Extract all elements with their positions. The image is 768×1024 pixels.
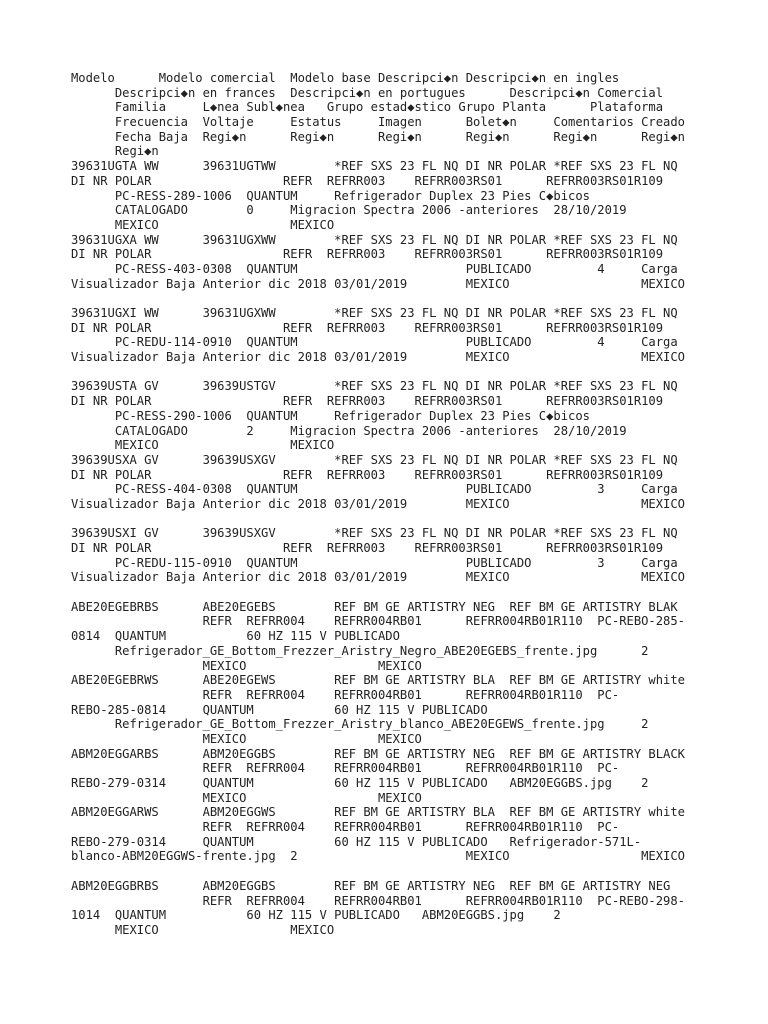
text-line: MEXICO MEXICO xyxy=(71,731,422,746)
text-line: DI NR POLAR REFR REFRR003 REFRR003RS01 REFRR003RS01R109 xyxy=(71,394,664,409)
text-line: 39639USTA GV 39639USTGV *REF SXS 23 FL NQ DI NR POLAR *REF SXS 23 FL NQ xyxy=(71,379,678,394)
document-page xyxy=(71,71,731,938)
text-line: Refrigerador_GE_Bottom_Frezzer_Aristry_blanco_ABE20EGEWS_frente.jpg 2 xyxy=(71,717,649,732)
text-line: REFR REFRR004 REFRR004RB01 REFRR004RB01R110 PC- xyxy=(71,687,620,702)
text-line: 0814 QUANTUM 60 HZ 115 V PUBLICADO xyxy=(71,629,400,644)
text-line: REFR REFRR004 REFRR004RB01 REFRR004RB01R110 PC-REBO-298- xyxy=(71,893,685,908)
blank-line xyxy=(71,864,731,879)
text-line: PC-REDU-115-0910 QUANTUM PUBLICADO 3 Carga xyxy=(71,555,678,570)
text-line: Visualizador Baja Anterior dic 2018 03/01/2019 MEXICO MEXICO xyxy=(71,570,685,585)
text-line: Descripci◆n en frances Descripci◆n en portugues Descripci◆n Comercial xyxy=(71,85,664,100)
text-line: CATALOGADO 0 Migracion Spectra 2006 -anteriores 28/10/2019 xyxy=(71,203,627,218)
text-line: Familia L◆nea Subl◆nea Grupo estad◆stico Grupo Planta Plataforma xyxy=(71,100,664,115)
text-line: ABM20EGGBRBS ABM20EGGBS REF BM GE ARTISTRY NEG REF BM GE ARTISTRY NEG xyxy=(71,878,671,893)
text-line: ABE20EGEBRBS ABE20EGEBS REF BM GE ARTISTRY NEG REF BM GE ARTISTRY BLAK xyxy=(71,599,678,614)
text-line: PC-RESS-290-1006 QUANTUM Refrigerador Duplex 23 Pies C◆bicos xyxy=(71,408,590,423)
text-line: Visualizador Baja Anterior dic 2018 03/01/2019 MEXICO MEXICO xyxy=(71,350,685,365)
text-line: MEXICO MEXICO xyxy=(71,790,422,805)
text-line: MEXICO MEXICO xyxy=(71,922,335,937)
blank-line xyxy=(71,365,731,380)
text-line: DI NR POLAR REFR REFRR003 REFRR003RS01 REFRR003RS01R109 xyxy=(71,320,664,335)
text-line: 39631UGXA WW 39631UGXWW *REF SXS 23 FL NQ DI NR POLAR *REF SXS 23 FL NQ xyxy=(71,232,678,247)
text-line: Fecha Baja Regi◆n Regi◆n Regi◆n Regi◆n Regi◆n Regi◆n xyxy=(71,129,685,144)
text-line: REFR REFRR004 REFRR004RB01 REFRR004RB01R110 PC- xyxy=(71,820,620,835)
text-line: DI NR POLAR REFR REFRR003 REFRR003RS01 REFRR003RS01R109 xyxy=(71,541,664,555)
text-line: MEXICO MEXICO xyxy=(71,658,422,673)
blank-line xyxy=(71,291,731,306)
text-line: ABE20EGEBRWS ABE20EGEWS REF BM GE ARTISTRY BLA REF BM GE ARTISTRY white xyxy=(71,673,685,688)
text-line: REFR REFRR004 REFRR004RB01 REFRR004RB01R110 PC- xyxy=(71,761,620,776)
text-line: REFR REFRR004 REFRR004RB01 REFRR004RB01R110 PC-REBO-285- xyxy=(71,614,685,629)
text-line: Regi◆n xyxy=(71,144,159,159)
text-line: DI NR POLAR REFR REFRR003 REFRR003RS01 REFRR003RS01R109 xyxy=(71,467,664,482)
blank-line xyxy=(71,512,731,527)
text-line: 1014 QUANTUM 60 HZ 115 V PUBLICADO ABM20EGGBS.jpg 2 xyxy=(71,908,561,923)
text-line: PC-RESS-403-0308 QUANTUM PUBLICADO 4 Carga xyxy=(71,261,678,276)
text-line: CATALOGADO 2 Migracion Spectra 2006 -anteriores 28/10/2019 xyxy=(71,423,627,438)
text-line: Visualizador Baja Anterior dic 2018 03/01/2019 MEXICO MEXICO xyxy=(71,496,685,511)
text-line: 39631UGXI WW 39631UGXWW *REF SXS 23 FL NQ DI NR POLAR *REF SXS 23 FL NQ xyxy=(71,306,678,320)
text-line: 39639USXA GV 39639USXGV *REF SXS 23 FL NQ DI NR POLAR *REF SXS 23 FL NQ xyxy=(71,452,678,467)
text-line: blanco-ABM20EGGWS-frente.jpg 2 MEXICO MEXICO xyxy=(71,849,685,864)
text-line: 39631UGTA WW 39631UGTWW *REF SXS 23 FL NQ DI NR POLAR *REF SXS 23 FL NQ xyxy=(71,159,678,174)
text-line: DI NR POLAR REFR REFRR003 REFRR003RS01 REFRR003RS01R109 xyxy=(71,173,664,188)
text-line: REBO-279-0314 QUANTUM 60 HZ 115 V PUBLICADO ABM20EGGBS.jpg 2 xyxy=(71,776,649,790)
text-line: Frecuencia Voltaje Estatus Imagen Bolet◆n Comentarios Creado xyxy=(71,115,685,130)
text-line: PC-RESS-404-0308 QUANTUM PUBLICADO 3 Carga xyxy=(71,482,678,497)
text-line: PC-RESS-289-1006 QUANTUM Refrigerador Duplex 23 Pies C◆bicos xyxy=(71,188,590,203)
text-line: REBO-279-0314 QUANTUM 60 HZ 115 V PUBLICADO Refrigerador-571L- xyxy=(71,834,642,849)
text-line: Visualizador Baja Anterior dic 2018 03/01/2019 MEXICO MEXICO xyxy=(71,276,685,291)
text-line: MEXICO MEXICO xyxy=(71,217,335,232)
blank-line xyxy=(71,585,731,600)
text-line: ABM20EGGARBS ABM20EGGBS REF BM GE ARTISTRY NEG REF BM GE ARTISTRY BLACK xyxy=(71,746,685,761)
text-line: MEXICO MEXICO xyxy=(71,438,335,453)
text-line: 39639USXI GV 39639USXGV *REF SXS 23 FL NQ DI NR POLAR *REF SXS 23 FL NQ xyxy=(71,526,678,541)
text-line: PC-REDU-114-0910 QUANTUM PUBLICADO 4 Carga xyxy=(71,335,678,350)
text-line: ABM20EGGARWS ABM20EGGWS REF BM GE ARTISTRY BLA REF BM GE ARTISTRY white xyxy=(71,805,685,820)
text-line: Refrigerador_GE_Bottom_Frezzer_Aristry_Negro_ABE20EGEBS_frente.jpg 2 xyxy=(71,643,649,658)
text-line: REBO-285-0814 QUANTUM 60 HZ 115 V PUBLICADO xyxy=(71,702,488,717)
text-line: DI NR POLAR REFR REFRR003 REFRR003RS01 REFRR003RS01R109 xyxy=(71,247,664,262)
text-line: Modelo Modelo comercial Modelo base Descripci◆n Descripci◆n en ingles xyxy=(71,71,620,85)
